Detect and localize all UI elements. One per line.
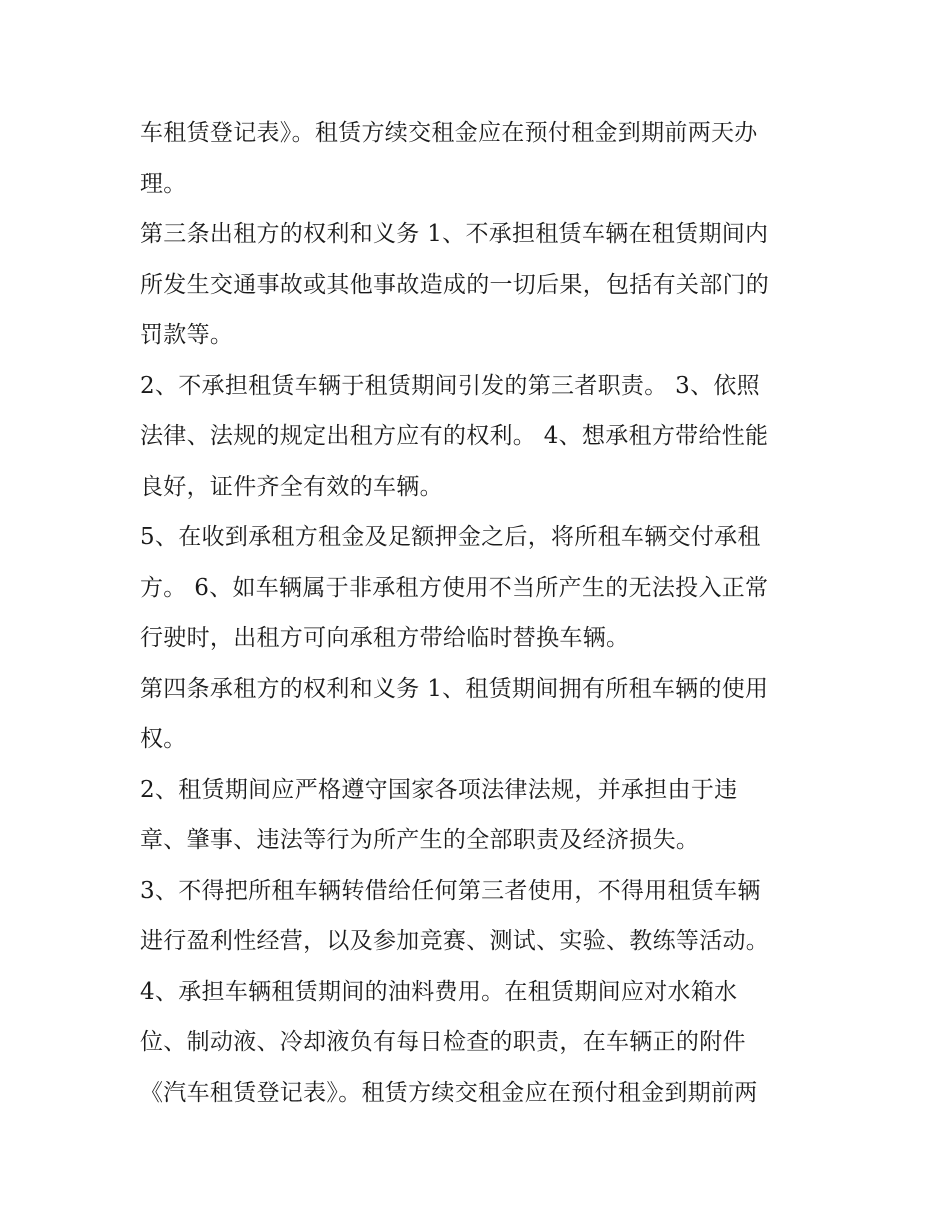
text-line: 章、肇事、违法等行为所产生的全部职责及经济损失。 xyxy=(140,827,700,853)
text-line: 进行盈利性经营，以及参加竞赛、测试、实验、教练等活动。 xyxy=(140,928,770,954)
text-line: 法律、法规的规定出租方应有的权利。 4、想承租方带给性能 xyxy=(140,423,769,449)
text-line: 理。 xyxy=(140,170,187,197)
text-line: 罚款等。 xyxy=(140,322,234,348)
text-line: 3、不得把所租车辆转借给任何第三者使用，不得用租赁车辆 xyxy=(140,877,761,904)
text-line: 2、不承担租赁车辆于租赁期间引发的第三者职责。 3、依照 xyxy=(140,372,760,399)
text-line: 5、在收到承租方租金及足额押金之后，将所租车辆交付承租 xyxy=(140,524,761,550)
document-body xyxy=(140,108,820,1118)
text-line: 第三条出租方的权利和义务 1、不承担租赁车辆在租赁期间内 xyxy=(140,221,769,247)
text-line: 权。 xyxy=(140,726,187,752)
text-line: 位、制动液、冷却液负有每日检查的职责，在车辆正的附件 xyxy=(140,1029,746,1055)
text-line: 《汽车租赁登记表》。租赁方续交租金应在预付租金到期前两 xyxy=(140,1079,758,1106)
text-line: 良好，证件齐全有效的车辆。 xyxy=(140,473,443,500)
text-line: 第四条承租方的权利和义务 1、租赁期间拥有所租车辆的使用 xyxy=(140,675,769,702)
text-line: 4、承担车辆租赁期间的油料费用。在租赁期间应对水箱水 xyxy=(140,978,738,1005)
text-line: 所发生交通事故或其他事故造成的一切后果，包括有关部门的 xyxy=(140,271,770,298)
text-line: 方。 6、如车辆属于非承租方使用不当所产生的无法投入正常 xyxy=(140,574,769,601)
text-line: 车租赁登记表》。租赁方续交租金应在预付租金到期前两天办 xyxy=(140,120,758,146)
text-line: 行驶时，出租方可向承租方带给临时替换车辆。 xyxy=(140,625,630,651)
text-line: 2、租赁期间应严格遵守国家各项法律法规，并承担由于违 xyxy=(140,776,738,803)
